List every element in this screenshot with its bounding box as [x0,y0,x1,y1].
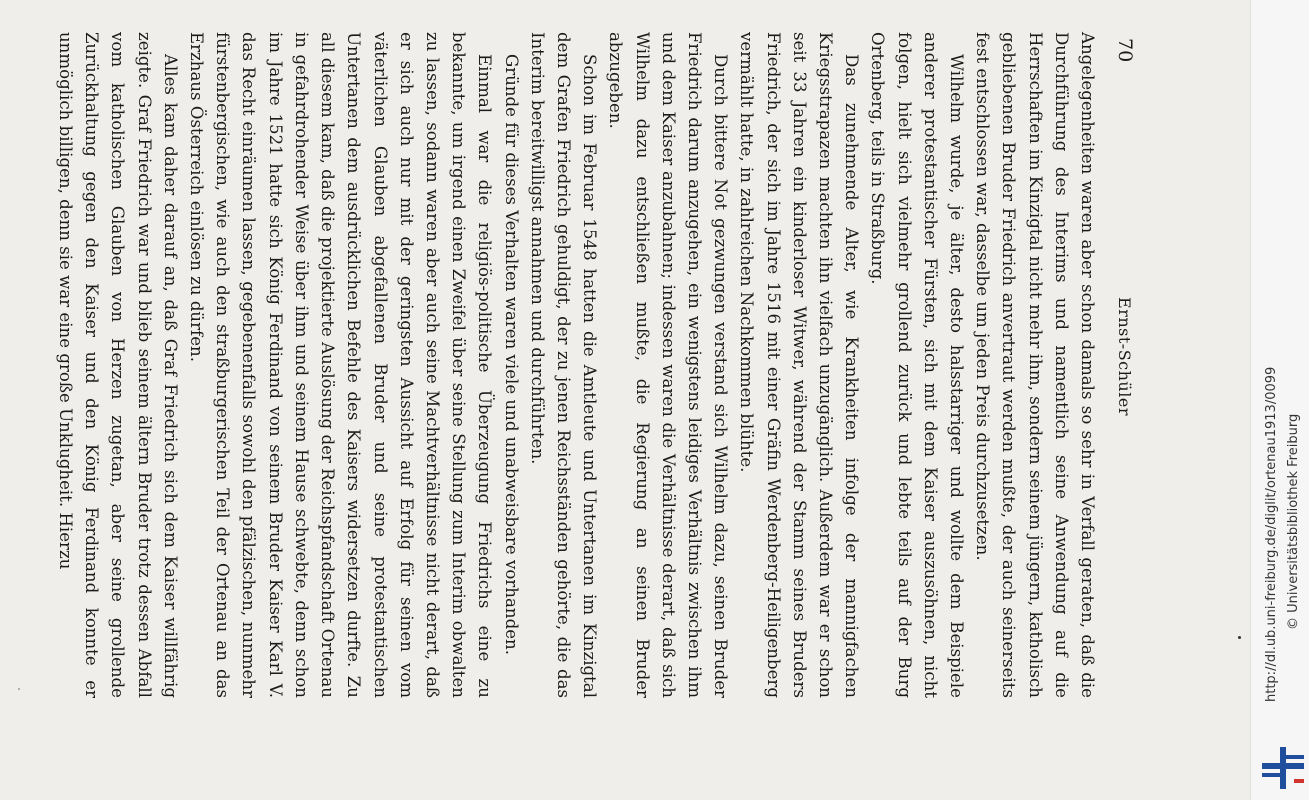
attribution-strip [1250,0,1309,800]
paragraph: Angelegenheiten waren aber schon damals so sehr in Verfall geraten, daß die Durchführung des Interims und namentlich seine Anwendung auf die Herrschaften im Kinzigtal nicht mehr ihm, sondern seinem jüngern, katholisch gebliebenen Bruder Friedrich anvertraut werden mußte, der auch seinerseits fest entschlossen war, dasselbe um jeden Preis durchzusetzen. [973,32,1097,698]
page-header [1106,24,1140,689]
ub-freiburg-logo-icon [1260,745,1306,791]
running-head: Ernst-Schüler [1115,297,1134,416]
page-content-rotated [56,24,1140,764]
paragraph: Durch bittere Not gezwungen verstand sich Wilhelm dazu, seinen Bruder Friedrich darum anzugehen, ein wenigstens leidiges Verhältnis zwischen ihm und dem Kaiser anzubahnen; indessen waren die Verhältnisse derart, daß sich Wilhelm dazu entschließen mußte, die Regierung an seinen Bruder abzugeben. [606,32,731,698]
scan-speck [18,688,20,690]
paragraph: Alles kam daher darauf an, daß Graf Friedrich sich dem Kaiser willfährig zeigte. Graf Friedrich war und blieb seinem ältern Bruder trotz dessen Abfall vom katholischen Glauben von Herzen zugetan, aber seine grollende Zurückhaltung gegen den Kaiser und den König Ferdinand konnte er unmöglich billigen, denn sie war eine große Unklugheit. Hierzu [56,32,180,698]
paragraph: Gründe für dieses Verhalten waren viele und unabweisbare vorhanden. [501,54,521,655]
paragraph: Das zunehmende Alter, wie Krankheiten infolge der mannigfachen Kriegsstrapazen machten ihn vielfach unzugänglich. Außerdem war er schon seit 33 Jahren ein kinderloser Witwer, während der Stamm seines Bruders Friedrich, der sich im Jahre 1516 mit einer Gräfin Werdenberg-Heiligenberg vermählt hatte, in zahlreichen Nachkommen blühte. [737,32,862,698]
paragraph: Schon im Februar 1548 hatten die Amtleute und Untertanen im Kinzigtal dem Grafen Friedrich gehuldigt, der zu jenen Reichsständen gehörte, die das Interim bereitwilligst annahmen und durchführten. [527,32,600,698]
scan-speck [1238,636,1241,639]
paragraph: Wilhelm wurde, je älter, desto halsstarriger und wollte dem Beispiele anderer protestantischer Fürsten, sich mit dem Kaiser auszusöhnen, nicht folgen, hielt sich vielmehr grollend zurück und lebte teils auf der Burg Ortenberg, teils in Straßburg. [868,32,966,698]
paragraph: Einmal war die religiös-politische Überzeugung Friedrichs eine zu bekannte, um irgend einen Zweifel über seine Stellung zum Interim obwalten zu lassen, sodann waren aber auch seine Machtverhältnisse nicht derart, daß er sich auch nur mit der geringsten Aussicht auf Erfolg für seinen vom väterlichen Glauben abgefallenen Bruder und seine protestantischen Untertanen dem ausdrücklichen Befehle des Kaisers widersetzen durfte. Zu all diesem kam, daß die projektierte Auslösung der Reichspfandschaft Ortenau in gefahrdrohender Weise über ihm und seinem Hause schwebte, denn schon im Jahre 1521 hatte sich König Ferdinand von seinem Bruder Kaiser Karl V. das Recht einräumen lassen, gegebenenfalls sowohl den pfälzischen, nunmehr fürstenbergischen, wie auch den straßburgerischen Teil der Ortenau an das Erzhaus Österreich einlösen zu dürfen. [187,32,495,698]
body-text [52,32,1100,698]
source-url-link[interactable]: http://dl.ub.uni-freiburg.de/diglit/ortenau1913/0099 [1264,366,1279,702]
page-number: 70 [1114,38,1136,63]
copyright-notice: © Universitätsbibliothek Freiburg [1286,413,1301,630]
